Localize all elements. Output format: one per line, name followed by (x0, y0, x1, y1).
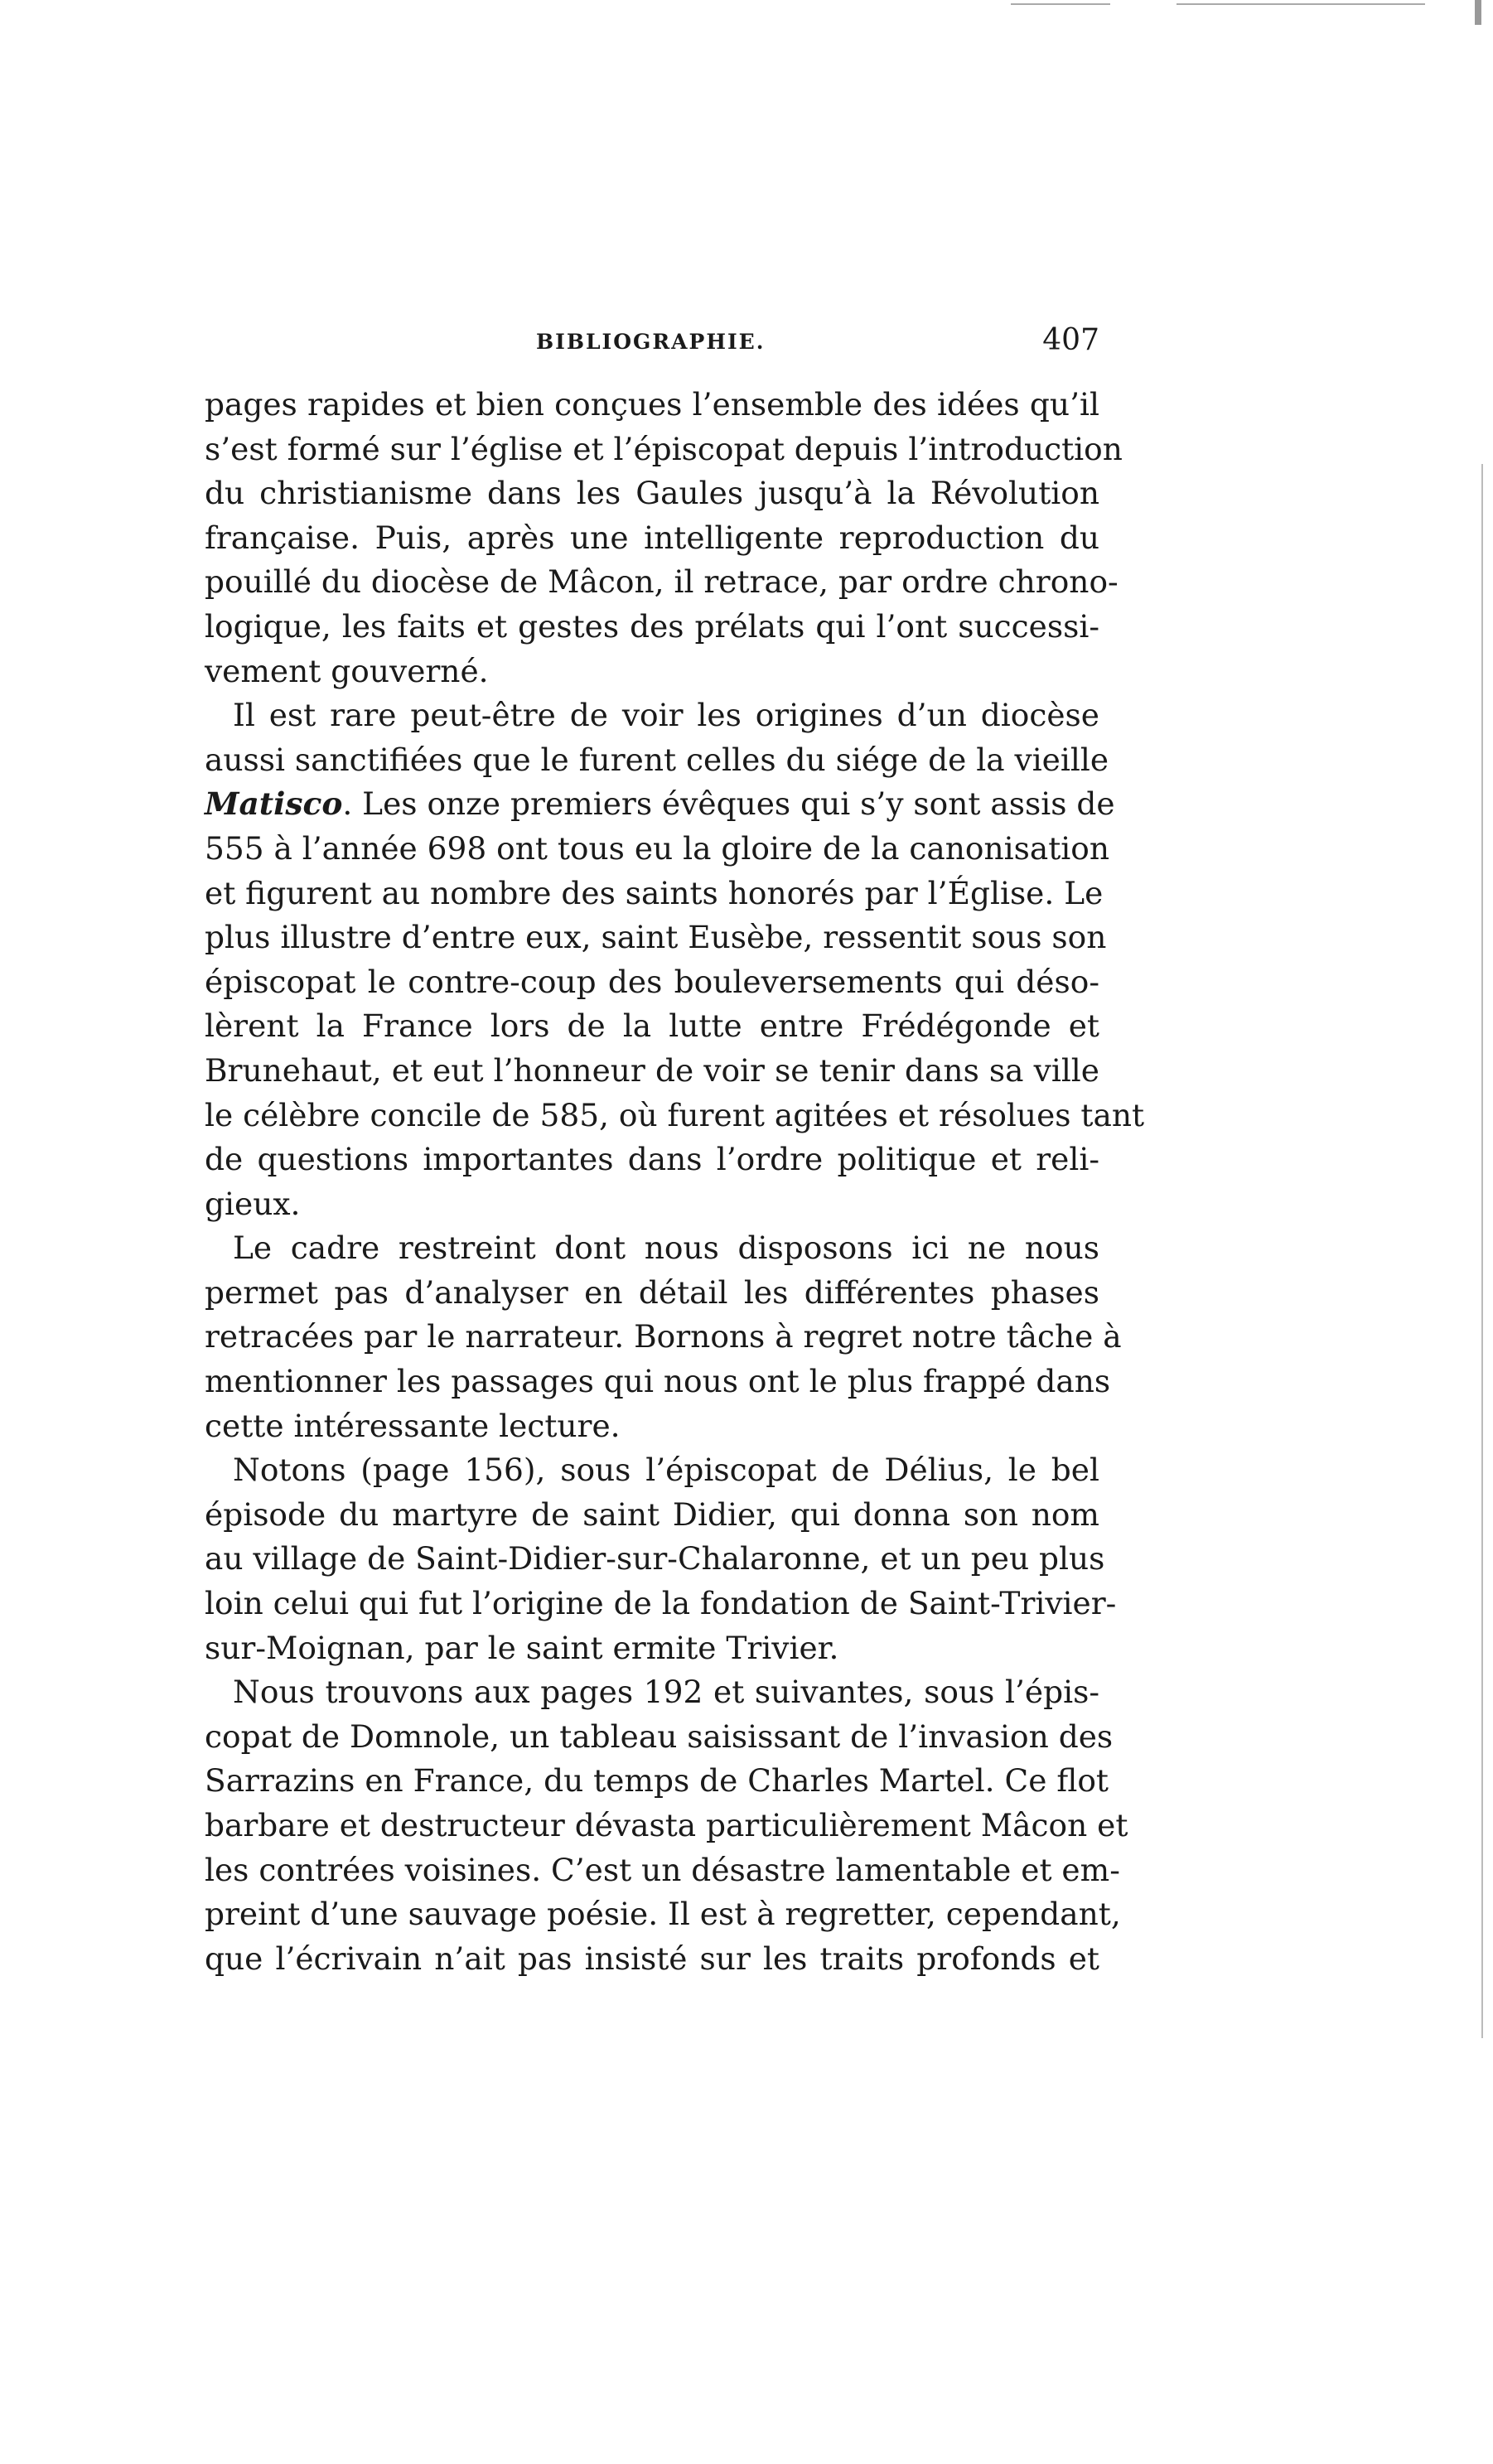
scan-edge-mark (1011, 3, 1110, 5)
text-line: au village de Saint-Didier-sur-Chalaronne, et un peu plus (205, 1540, 1105, 1577)
text-line: Le cadre restreint dont nous disposons ici ne nous (233, 1230, 1099, 1267)
text-line: loin celui qui fut l’origine de la fondation de Saint-Trivier- (205, 1585, 1117, 1622)
page-header (205, 323, 1099, 373)
body-text (205, 383, 1145, 1981)
text-line: permet pas d’analyser en détail les différentes phases (205, 1273, 1099, 1311)
text-line-rest: . Les onze premiers évêques qui s’y sont assis de (342, 785, 1115, 823)
text-line: preint d’une sauvage poésie. Il est à regretter, cependant, (205, 1896, 1121, 1933)
running-title: BIBLIOGRAPHIE. (536, 330, 766, 354)
text-line: le célèbre concile de 585, où furent agitées et résolues tant (205, 1096, 1145, 1133)
scan-edge-mark (1475, 0, 1481, 25)
text-line: Nous trouvons aux pages 192 et suivantes, sous l’épis- (233, 1674, 1099, 1711)
text-line: du christianisme dans les Gaules jusqu’à la Révolution (205, 475, 1099, 512)
text-line: gieux. (205, 1185, 301, 1222)
text-line: Il est rare peut-être de voir les origines d’un diocèse (233, 697, 1099, 734)
paragraph-1 (205, 383, 1123, 693)
text-line: les contrées voisines. C’est un désastre lamentable et em- (205, 1851, 1120, 1888)
text-line: Sarrazins en France, du temps de Charles Martel. Ce flot (205, 1762, 1109, 1800)
text-line: pouillé du diocèse de Mâcon, il retrace, par ordre chrono- (205, 563, 1119, 601)
text-line: vement gouverné. (205, 652, 489, 689)
text-line: 555 à l’année 698 ont tous eu la gloire de la canonisation (205, 829, 1109, 867)
text-line: s’est formé sur l’église et l’épiscopat depuis l’introduction (205, 430, 1123, 467)
text-line: sur-Moignan, par le saint ermite Trivier. (205, 1629, 839, 1666)
text-line: mentionner les passages qui nous ont le plus frappé dans (205, 1363, 1111, 1400)
text-line: de questions importantes dans l’ordre politique et reli- (205, 1141, 1099, 1178)
text-line: et figurent au nombre des saints honorés par l’Église. Le (205, 874, 1104, 911)
text-line: cette intéressante lecture. (205, 1407, 621, 1444)
paragraph-5 (205, 1670, 1128, 1981)
text-line: logique, les faits et gestes des prélats qui l’ont successi- (205, 607, 1099, 645)
text-line: épisode du martyre de saint Didier, qui donna son nom (205, 1495, 1099, 1533)
italic-place-name: Matisco (205, 785, 343, 823)
text-line: copat de Domnole, un tableau saisissant de l’invasion des (205, 1718, 1114, 1755)
text-line: barbare et destructeur dévasta particulièrement Mâcon et (205, 1807, 1128, 1843)
text-line: aussi sanctifiées que le furent celles du siége de la vieille (205, 741, 1109, 778)
scan-edge-mark (1481, 464, 1483, 2038)
text-line: que l’écrivain n’ait pas insisté sur les traits profonds et (205, 1940, 1099, 1977)
text-line: française. Puis, après une intelligente reproduction du (205, 519, 1099, 556)
text-line-italic (205, 782, 1115, 827)
paragraph-2 (205, 693, 1145, 1226)
text-line: Brunehaut, et eut l’honneur de voir se tenir dans sa ville (205, 1051, 1099, 1089)
text-line: retracées par le narrateur. Bornons à regret notre tâche à (205, 1318, 1122, 1355)
text-line: Notons (page 156), sous l’épiscopat de Délius, le bel (233, 1452, 1099, 1489)
text-line: pages rapides et bien conçues l’ensemble des idées qu’il (205, 386, 1099, 423)
paragraph-4 (205, 1448, 1117, 1670)
text-line: épiscopat le contre-coup des bouleversements qui déso- (205, 963, 1099, 1000)
text-line: plus illustre d’entre eux, saint Eusèbe, ressentit sous son (205, 919, 1107, 956)
paragraph-3 (205, 1226, 1122, 1448)
scan-edge-mark (1177, 3, 1425, 5)
page-number: 407 (1042, 323, 1099, 357)
text-line: lèrent la France lors de la lutte entre Frédégonde et (205, 1007, 1099, 1045)
